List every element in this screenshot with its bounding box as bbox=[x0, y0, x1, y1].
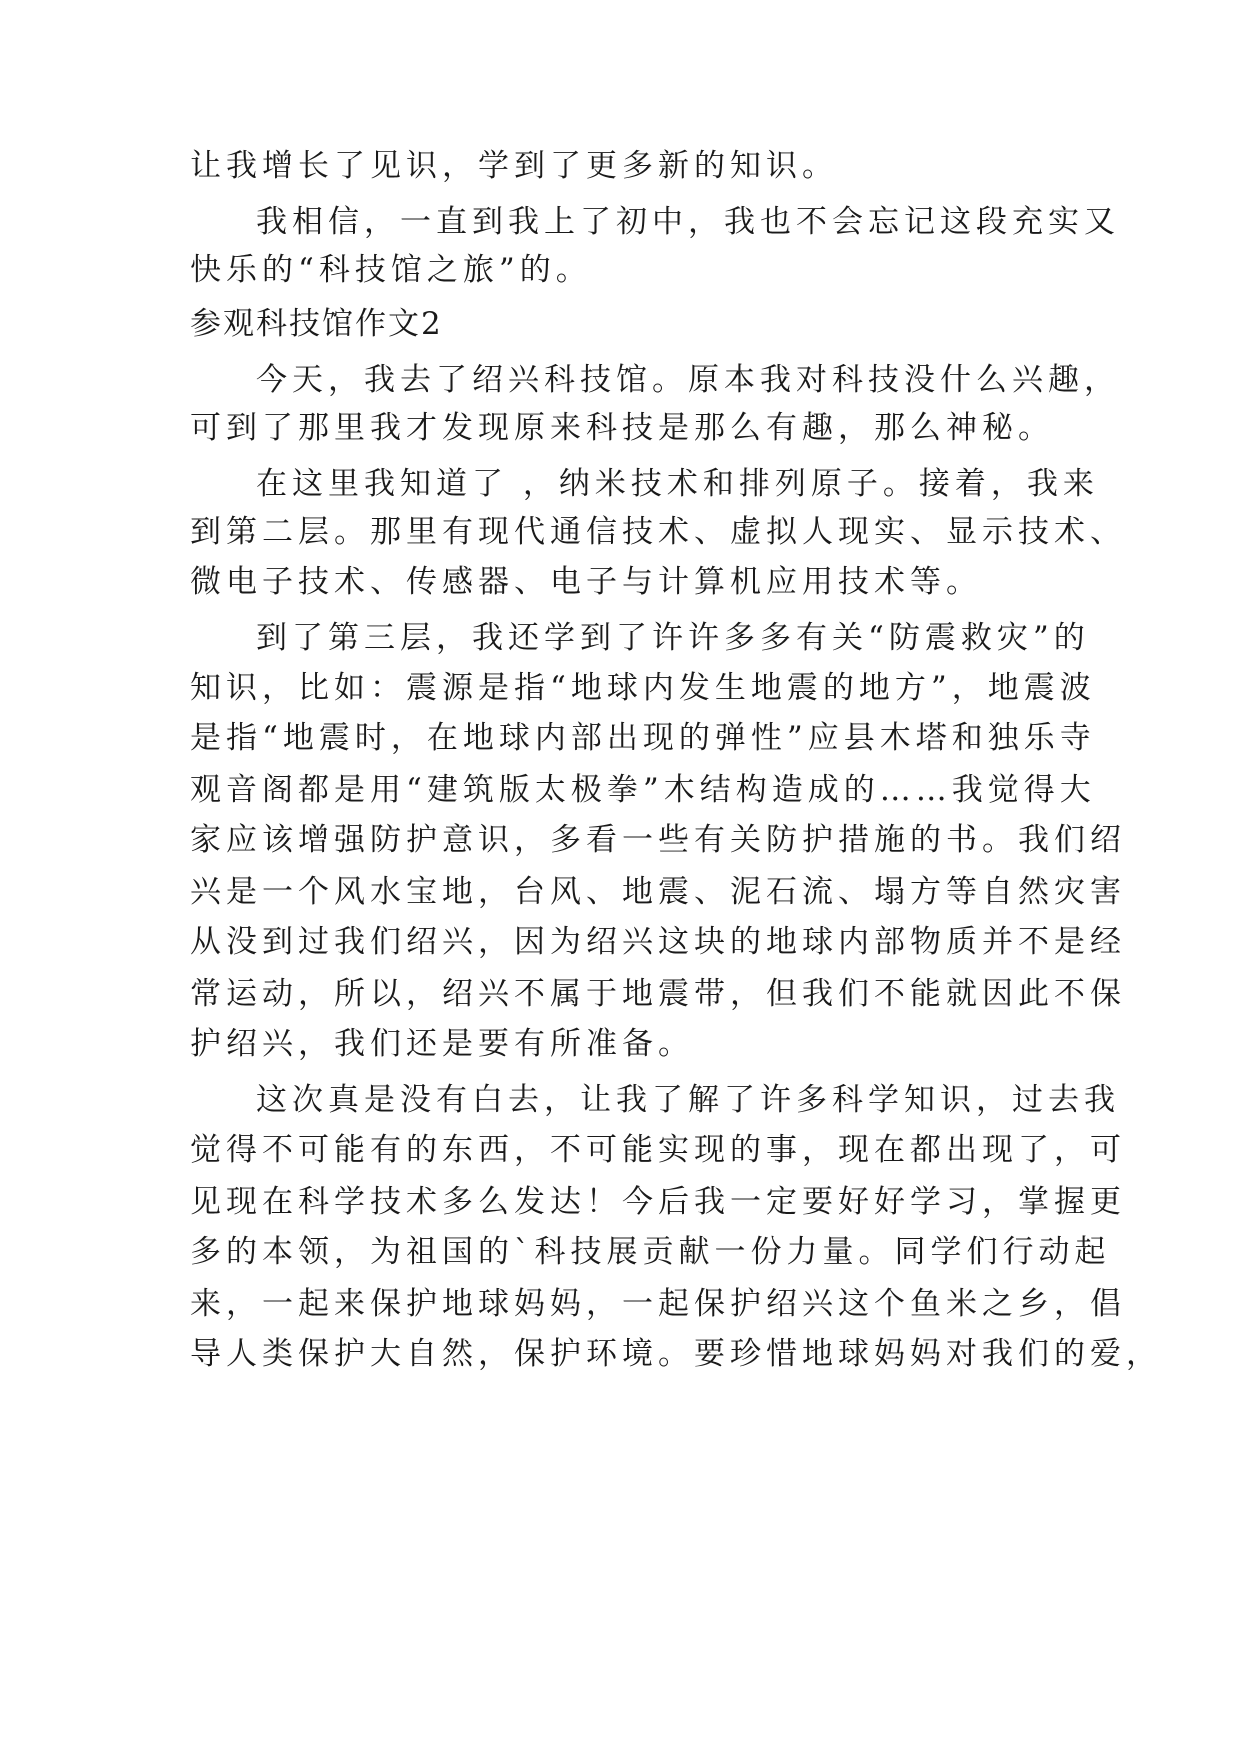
text-line: 兴是一个风水宝地，台风、地震、泥石流、塌方等自然灾害 bbox=[190, 874, 1126, 910]
text-line: 护绍兴，我们还是要有所准备。 bbox=[190, 1026, 694, 1062]
text-line: 微电子技术、传感器、电子与计算机应用技术等。 bbox=[190, 564, 982, 600]
text-line: 觉得不可能有的东西，不可能实现的事，现在都出现了，可 bbox=[190, 1132, 1126, 1168]
text-line: 到第二层。那里有现代通信技术、虚拟人现实、显示技术、 bbox=[190, 514, 1126, 550]
text-line: 见现在科学技术多么发达！今后我一定要好好学习，掌握更 bbox=[190, 1184, 1126, 1220]
text-line: 可到了那里我才发现原来科技是那么有趣，那么神秘。 bbox=[190, 410, 1054, 446]
text-line: 是指“地震时，在地球内部出现的弹性”应县木塔和独乐寺 bbox=[190, 720, 1096, 756]
text-line: 常运动，所以，绍兴不属于地震带，但我们不能就因此不保 bbox=[190, 976, 1126, 1012]
paragraph-start: 到了第三层，我还学到了许许多多有关“防震救灾”的 bbox=[256, 620, 1090, 656]
text-line: 观音阁都是用“建筑版太极拳”木结构造成的……我觉得大 bbox=[190, 772, 1096, 808]
text-line: 来，一起来保护地球妈妈，一起保护绍兴这个鱼米之乡，倡 bbox=[190, 1286, 1126, 1322]
paragraph-start: 我相信，一直到我上了初中，我也不会忘记这段充实又 bbox=[256, 204, 1120, 240]
text-line: 让我增长了见识，学到了更多新的知识。 bbox=[190, 148, 838, 184]
paragraph-start: 这次真是没有白去，让我了解了许多科学知识，过去我 bbox=[256, 1082, 1120, 1118]
text-line: 导人类保护大自然，保护环境。要珍惜地球妈妈对我们的爱， bbox=[190, 1336, 1162, 1372]
text-line: 从没到过我们绍兴，因为绍兴这块的地球内部物质并不是经 bbox=[190, 924, 1126, 960]
paragraph-start: 在这里我知道了 ，纳米技术和排列原子。接着，我来 bbox=[256, 466, 1099, 502]
section-title: 参观科技馆作文2 bbox=[190, 306, 443, 342]
text-line: 知识，比如：震源是指“地球内发生地震的地方”，地震波 bbox=[190, 670, 1096, 706]
text-line: 家应该增强防护意识，多看一些有关防护措施的书。我们绍 bbox=[190, 822, 1126, 858]
text-line: 快乐的“科技馆之旅”的。 bbox=[190, 252, 592, 288]
text-line: 多的本领，为祖国的`科技展贡献一份力量。同学们行动起 bbox=[190, 1234, 1111, 1270]
paragraph-start: 今天，我去了绍兴科技馆。原本我对科技没什么兴趣， bbox=[256, 362, 1120, 398]
